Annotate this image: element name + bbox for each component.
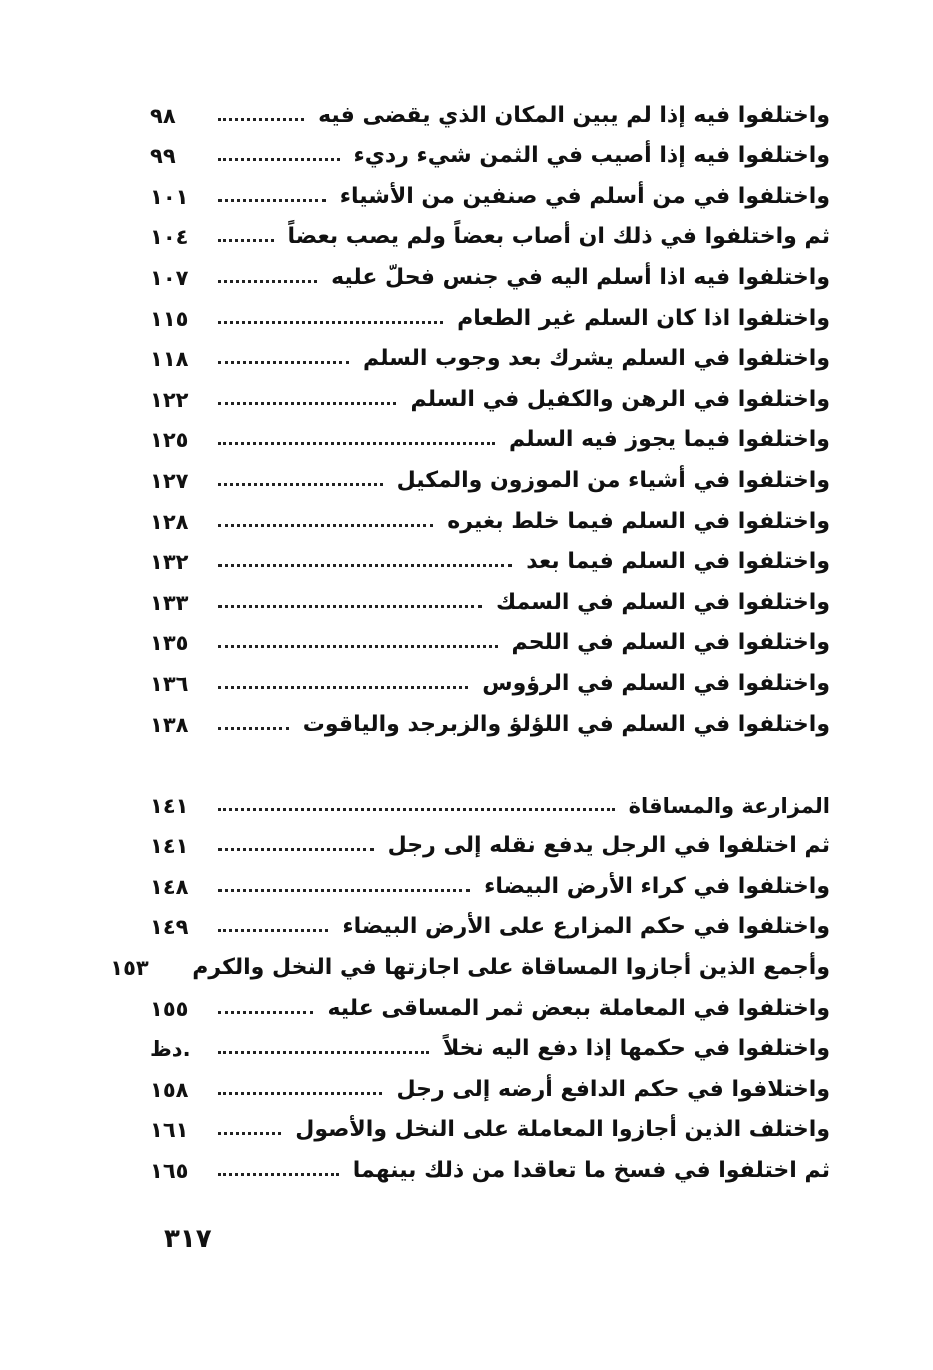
entry-title: ثم واختلفوا في ذلك ان أصاب بعضاً ولم يصب بعضاً (287, 224, 830, 250)
dot-leader (218, 889, 470, 892)
entry-title: واختلفوا في السلم في الرؤوس (482, 670, 830, 696)
dot-leader (218, 483, 383, 486)
entry-title: واختلفوا فيما يجوز فيه السلم (509, 427, 830, 453)
toc-heading-entry (150, 782, 830, 823)
page-number: ٣١٧ (164, 1224, 212, 1254)
entry-page-number: ١٣٢ (150, 550, 189, 575)
entry-page-number: ١١٥ (150, 306, 189, 331)
dot-leader (218, 645, 498, 648)
dot-leader (218, 727, 289, 730)
dot-leader (218, 1173, 339, 1176)
entry-page-number: ٩٩ (150, 144, 176, 169)
toc-section-salam (150, 92, 830, 742)
entry-title: واختلفوا في السلم في اللحم (511, 630, 830, 656)
dot-leader (218, 321, 443, 324)
entry-page-number: ١٠١ (150, 184, 189, 209)
entry-title: واختلفوا في حكم المزارع على الأرض البيضاء (342, 914, 830, 940)
dot-leader (218, 402, 396, 405)
toc-entry (150, 254, 830, 295)
entry-title: واختلفوا في أشياء من الموزون والمكيل (396, 467, 830, 493)
entry-page-number: ١٦٥ (150, 1158, 189, 1183)
toc-section-muzaraa (110, 782, 830, 1188)
entry-title: واختلفوا فيه اذا أسلم اليه في جنس فحلّ عليه (331, 264, 830, 290)
entry-title: واختلف الذين أجازوا المعاملة على النخل والأصول (295, 1117, 830, 1143)
toc-entry (150, 1147, 830, 1188)
entry-title: واختلفوا في السلم في السمك (495, 589, 830, 615)
entry-page-number: ٩٨ (150, 103, 176, 128)
entry-title: واختلفوا في الرهن والكفيل في السلم (410, 386, 830, 412)
dot-leader (218, 605, 482, 608)
toc-entry (150, 376, 830, 417)
dot-leader (218, 686, 468, 689)
dot-leader (218, 118, 304, 121)
toc-entry (150, 823, 830, 864)
entry-title: واختلفوا في المعاملة ببعض ثمر المساقى عليه (327, 995, 830, 1021)
dot-leader (218, 1011, 313, 1014)
dot-leader (218, 1132, 281, 1135)
entry-title: وأجمع الذين أجازوا المساقاة على اجازتها في النخل والكرم (192, 954, 830, 980)
toc-entry (150, 1107, 830, 1148)
toc-entry (150, 863, 830, 904)
toc-entry (110, 944, 830, 985)
toc-entry (150, 539, 830, 580)
entry-title: واختلفوا فيه إذا لم يبين المكان الذي يقضى فيه (318, 102, 830, 128)
toc-entry (150, 1066, 830, 1107)
entry-title: واختلفوا في السلم فيما خلط بغيره (447, 508, 830, 534)
entry-page-number: ١٤٨ (150, 874, 189, 899)
entry-page-number: ١٢٢ (150, 387, 189, 412)
entry-title: واختلفوا اذا كان السلم غير الطعام (457, 305, 830, 331)
toc-entry (150, 173, 830, 214)
dot-leader (218, 1092, 382, 1095)
entry-page-number: ١٢٥ (150, 428, 189, 453)
toc-entry (150, 620, 830, 661)
entry-page-number: ١٤٩ (150, 915, 189, 940)
dot-leader (218, 564, 512, 567)
section-heading: المزارعة والمساقاة (628, 793, 830, 818)
entry-page-number: ١٤١ (150, 793, 189, 818)
entry-title: واختلفوا في حكمها إذا دفع اليه نخلاً (442, 1036, 830, 1062)
dot-leader (218, 1051, 429, 1054)
entry-page-number: ١٢٨ (150, 509, 189, 534)
toc-entry (150, 985, 830, 1026)
toc-entry (150, 660, 830, 701)
entry-title: واختلفوا فيه إذا أصيب في الثمن شيء رديء (353, 143, 830, 169)
entry-title: واختلفوا في السلم يشرك بعد وجوب السلم (363, 346, 830, 372)
dot-leader (218, 524, 433, 527)
toc-entry (150, 133, 830, 174)
entry-page-number: ١٣٦ (150, 671, 189, 696)
entry-page-number: ١١٨ (150, 347, 189, 372)
entry-title: واختلفوا في كراء الأرض البيضاء (484, 873, 830, 899)
dot-leader (218, 239, 274, 242)
toc-entry (150, 579, 830, 620)
dot-leader (218, 280, 317, 283)
entry-page-number: ١٥٣ (110, 955, 149, 980)
entry-title: ثم اختلفوا في فسخ ما تعاقدا من ذلك بينهما (352, 1157, 830, 1183)
entry-page-number: ١٦١ (150, 1118, 189, 1143)
toc-entry (150, 457, 830, 498)
toc-entry (150, 336, 830, 377)
entry-page-number: ١٢٧ (150, 468, 189, 493)
dot-leader (218, 361, 349, 364)
entry-page-number: .دظ (150, 1037, 191, 1062)
entry-page-number: ١٤١ (150, 834, 189, 859)
entry-page-number: ١٥٥ (150, 996, 189, 1021)
toc-entry (150, 417, 830, 458)
toc-entry (150, 1026, 830, 1067)
entry-title: واختلفوا في من أسلم في صنفين من الأشياء (339, 183, 830, 209)
toc-entry (150, 214, 830, 255)
dot-leader (218, 442, 495, 445)
entry-title: واختلفوا في السلم في اللؤلؤ والزبرجد والياقوت (302, 711, 830, 737)
entry-page-number: ١٠٤ (150, 225, 189, 250)
dot-leader (218, 158, 340, 161)
entry-title: واختلفوا في السلم فيما بعد (526, 549, 830, 575)
toc-entry (150, 904, 830, 945)
entry-page-number: ١٣٣ (150, 590, 189, 615)
dot-leader (218, 199, 326, 202)
dot-leader (218, 848, 374, 851)
entry-page-number: ١٥٨ (150, 1077, 189, 1102)
entry-page-number: ١٣٨ (150, 712, 189, 737)
entry-title: واختلافوا في حكم الدافع أرضه إلى رجل (396, 1076, 830, 1102)
toc-entry (150, 295, 830, 336)
dot-leader (218, 929, 328, 932)
dot-leader (218, 808, 615, 811)
entry-title: ثم اختلفوا في الرجل يدفع نقله إلى رجل (387, 833, 830, 859)
entry-page-number: ١٣٥ (150, 631, 189, 656)
toc-entry (150, 92, 830, 133)
entry-page-number: ١٠٧ (150, 265, 189, 290)
toc-entry (150, 498, 830, 539)
toc-entry (150, 701, 830, 742)
